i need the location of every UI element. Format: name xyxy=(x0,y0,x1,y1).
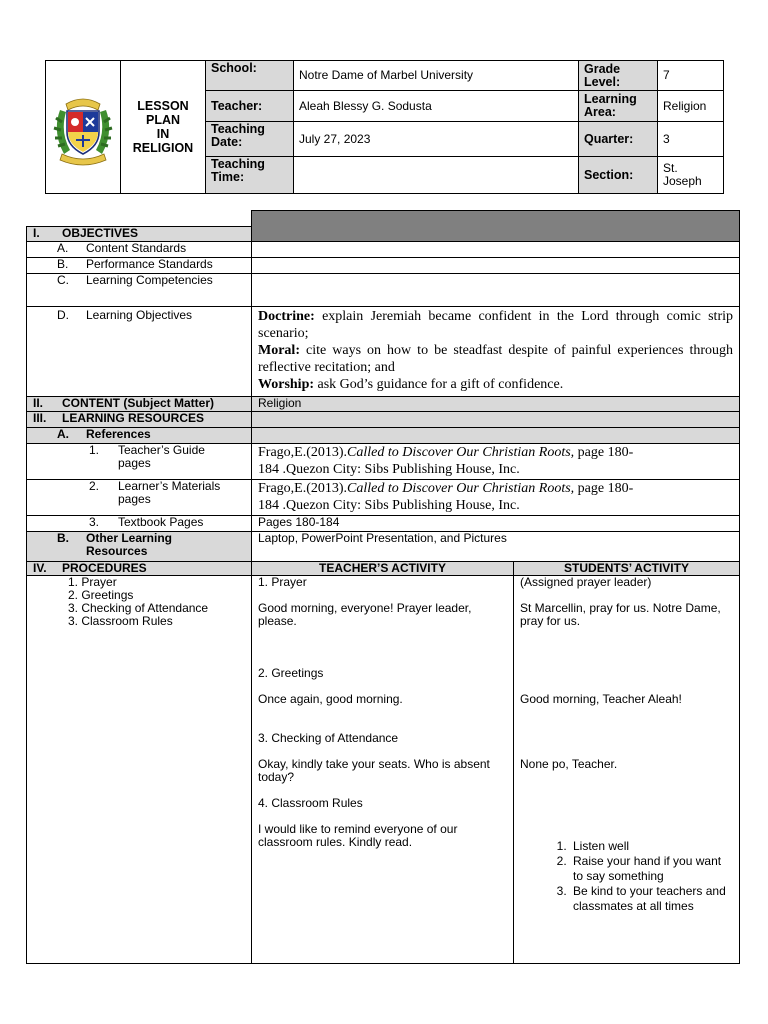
student-prayer-heading: (Assigned prayer leader) xyxy=(520,575,652,589)
doctrine-objective: Doctrine: explain Jeremiah became confident in the Lord through comic strip scenario; xyxy=(258,309,734,341)
title-line: RELIGION xyxy=(132,141,194,155)
grade-label: Grade Level: xyxy=(579,61,658,91)
title-line: LESSON xyxy=(137,99,189,113)
teacher-label: Teacher: xyxy=(206,91,294,122)
school-seal-logo xyxy=(50,80,116,172)
lesson-plan-title xyxy=(121,61,206,194)
teaching-time-label: Teaching Time: xyxy=(206,157,294,194)
quarter-value: 3 xyxy=(658,122,724,157)
teacher-attendance-text: Okay, kindly take your seats. Who is absent today? xyxy=(258,757,490,784)
teacher-greetings-text: Once again, good morning. xyxy=(258,692,403,706)
learning-objectives-value xyxy=(252,307,740,397)
learning-area-label: Learning Area: xyxy=(579,91,658,122)
students-activity-header: STUDENTS’ ACTIVITY xyxy=(514,562,740,576)
learners-materials-label: 2. Learner’s Materials pages xyxy=(27,480,252,516)
content-value: Religion xyxy=(252,397,740,412)
rule-item: 1. Listen well xyxy=(570,839,733,854)
teacher-greetings-heading: 2. Greetings xyxy=(258,666,324,680)
grade-value: 7 xyxy=(658,61,724,91)
student-prayer-text: St Marcellin, pray for us. Notre Dame, pray for us. xyxy=(520,601,721,628)
worship-objective: Worship: ask God’s guidance for a gift of confidence. xyxy=(258,377,564,392)
title-line: PLAN xyxy=(145,113,181,127)
learning-competencies-value xyxy=(252,274,740,307)
procedure-step: 3. Classroom Rules xyxy=(68,614,173,628)
learning-competencies-label: C. Learning Competencies xyxy=(27,274,252,307)
moral-objective: Moral: cite ways on how to be steadfast despite of painful experiences through reflective recitation; and xyxy=(258,343,733,375)
teacher-rules-heading: 4. Classroom Rules xyxy=(258,796,363,810)
section-label: Section: xyxy=(579,157,658,194)
learning-resources-value xyxy=(252,412,740,428)
rule-item: 2. Raise your hand if you want to say something xyxy=(570,854,733,884)
teaching-date-label: Teaching Date: xyxy=(206,122,294,157)
content-heading: II. CONTENT (Subject Matter) xyxy=(27,397,252,412)
learners-materials-reference: Frago,E.(2013).Called to Discover Our Christian Roots, page 180- 184 .Quezon City: Sibs Publishing House, Inc. xyxy=(252,480,740,516)
teachers-guide-label: 1. Teacher’s Guide pages xyxy=(27,444,252,480)
teacher-rules-text: I would like to remind everyone of our classroom rules. Kindly read. xyxy=(258,822,458,849)
header-table xyxy=(45,60,724,194)
learning-area-value: Religion xyxy=(658,91,724,122)
logo-cell xyxy=(46,61,121,194)
teaching-date-value: July 27, 2023 xyxy=(294,122,579,157)
learning-objectives-label: D. Learning Objectives xyxy=(27,307,252,397)
performance-standards-value xyxy=(252,258,740,274)
textbook-pages-value: Pages 180-184 xyxy=(252,516,740,532)
procedure-step: 2. Greetings xyxy=(68,588,134,602)
dark-header-bar xyxy=(252,211,740,242)
references-value xyxy=(252,428,740,444)
procedure-step: 3. Checking of Attendance xyxy=(68,601,209,615)
student-attendance-text: None po, Teacher. xyxy=(520,757,618,771)
section-value: St. Joseph xyxy=(658,157,724,194)
objectives-heading: I. OBJECTIVES xyxy=(27,227,252,242)
lesson-plan-table xyxy=(26,210,740,964)
other-resources-heading: B. Other Learning Resources xyxy=(27,532,252,562)
teachers-activity xyxy=(252,576,514,964)
teacher-prayer-text: Good morning, everyone! Prayer leader, please. xyxy=(258,601,472,628)
procedures-heading: IV. PROCEDURES xyxy=(27,562,252,576)
title-line: IN xyxy=(156,127,170,141)
textbook-pages-label: 3. Textbook Pages xyxy=(27,516,252,532)
school-label: School: xyxy=(206,61,294,91)
references-heading: A. References xyxy=(27,428,252,444)
quarter-label: Quarter: xyxy=(579,122,658,157)
other-resources-value: Laptop, PowerPoint Presentation, and Pictures xyxy=(252,532,740,562)
procedure-step: 1. Prayer xyxy=(68,575,117,589)
teaching-time-value xyxy=(294,157,579,194)
learning-resources-heading: III. LEARNING RESOURCES xyxy=(27,412,252,428)
teacher-prayer-heading: 1. Prayer xyxy=(258,575,307,589)
teacher-attendance-heading: 3. Checking of Attendance xyxy=(258,731,399,745)
teacher-value: Aleah Blessy G. Sodusta xyxy=(294,91,579,122)
blank-corner xyxy=(27,211,252,227)
students-activity xyxy=(514,576,740,964)
rule-item: 3. Be kind to your teachers and classmates at all times xyxy=(570,884,733,914)
procedure-steps xyxy=(27,576,252,964)
content-standards-value xyxy=(252,242,740,258)
performance-standards-label: B. Performance Standards xyxy=(27,258,252,274)
teachers-activity-header: TEACHER’S ACTIVITY xyxy=(252,562,514,576)
student-greetings-text: Good morning, Teacher Aleah! xyxy=(520,692,682,706)
school-value: Notre Dame of Marbel University xyxy=(294,61,579,91)
classroom-rules-list xyxy=(520,839,733,914)
teachers-guide-reference: Frago,E.(2013).Called to Discover Our Christian Roots, page 180- 184 .Quezon City: Sibs Publishing House, Inc. xyxy=(252,444,740,480)
content-standards-label: A. Content Standards xyxy=(27,242,252,258)
